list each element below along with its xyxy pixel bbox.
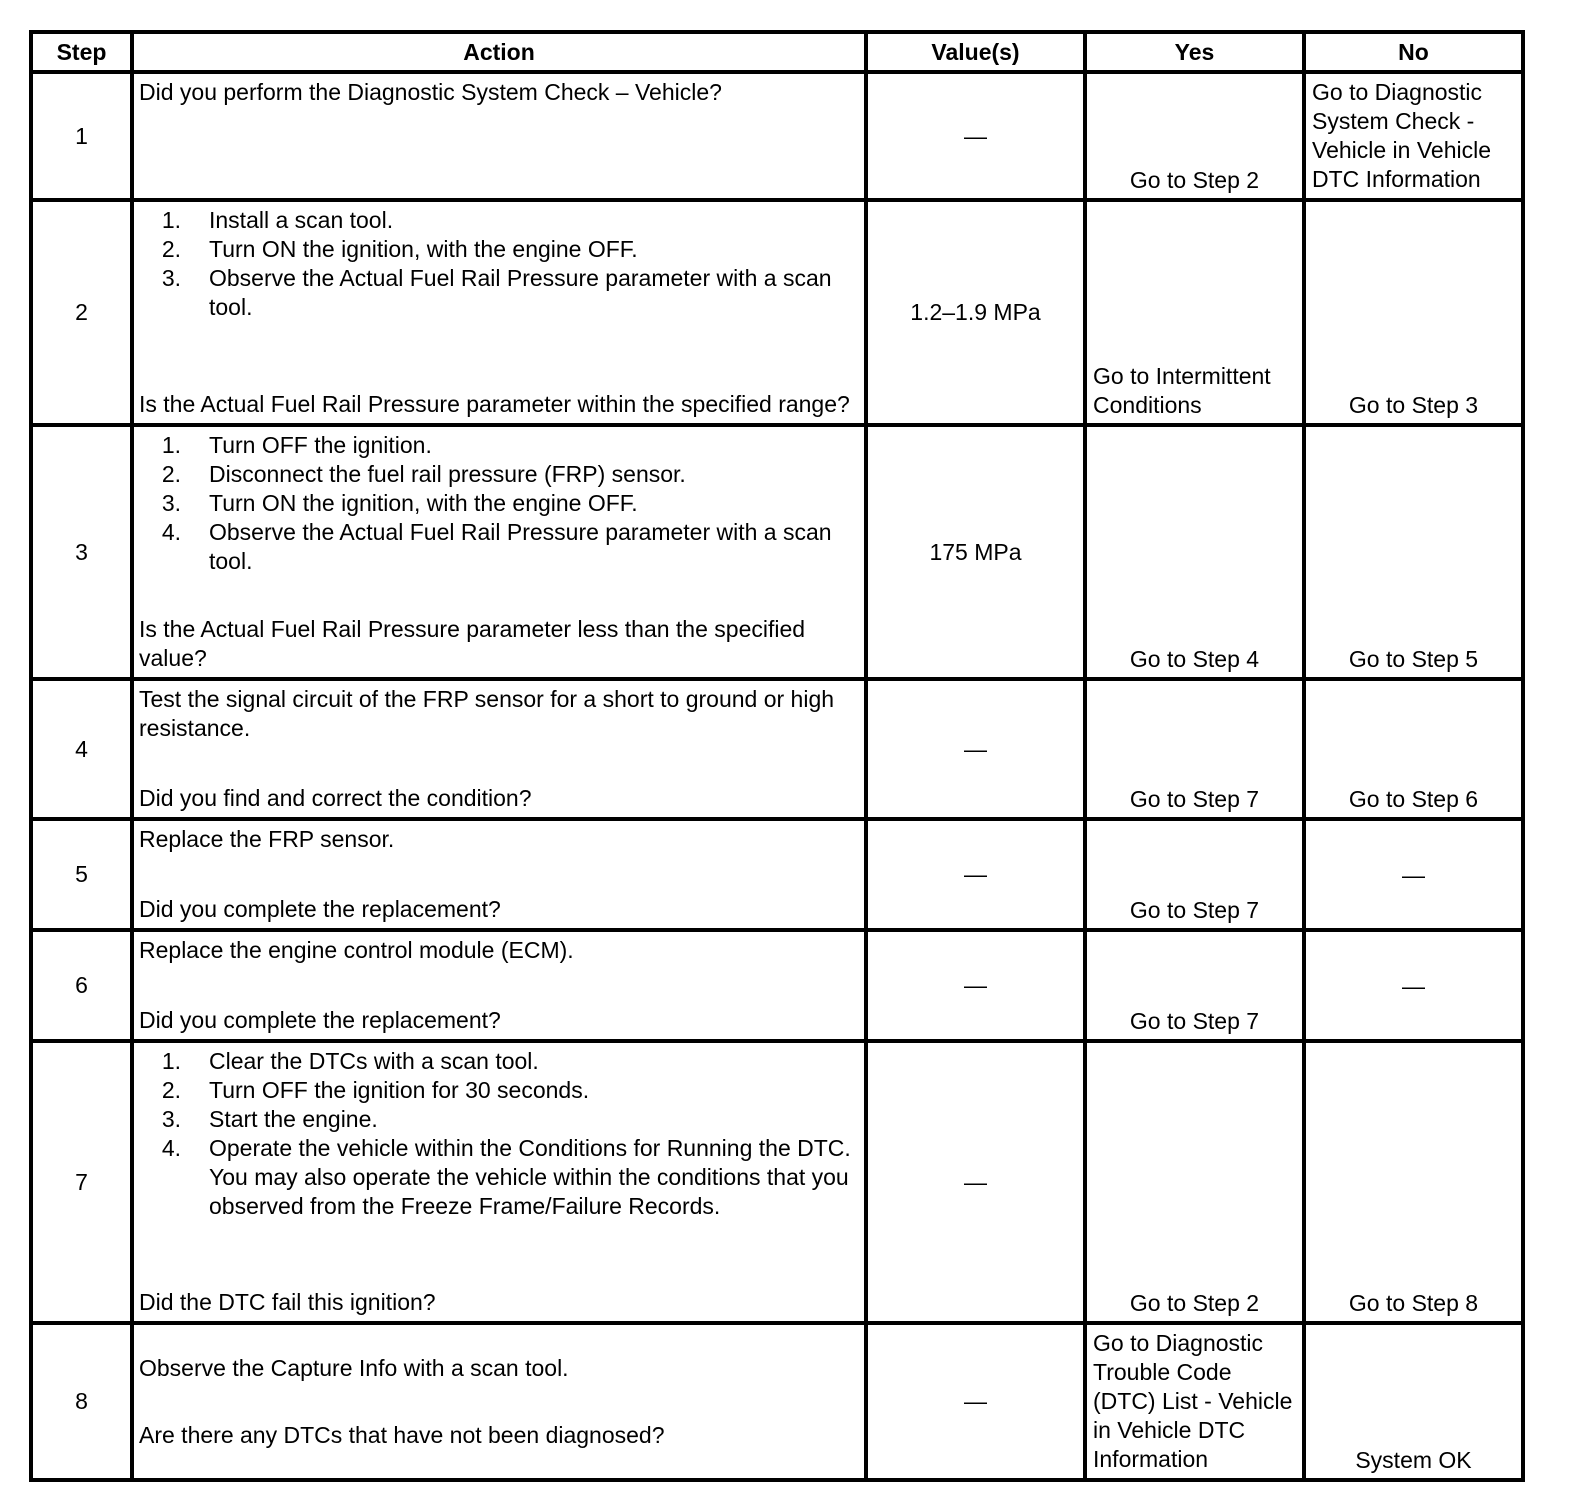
value-cell: — — [866, 819, 1085, 930]
table-row — [31, 679, 1523, 819]
action-text: Replace the engine control module (ECM). — [139, 937, 574, 963]
header-no: No — [1304, 32, 1523, 72]
value-cell: 1.2–1.9 MPa — [866, 200, 1085, 425]
list-item: 1. Install a scan tool. — [161, 207, 394, 233]
action-cell — [132, 1323, 866, 1480]
header-action: Action — [132, 32, 866, 72]
action-question: Did the DTC fail this ignition? — [139, 1289, 436, 1315]
header-step: Step — [31, 32, 132, 72]
yes-text: Go to Step 7 — [1129, 786, 1260, 812]
value-cell: 175 MPa — [866, 425, 1085, 679]
action-steps — [139, 1047, 858, 1221]
action-cell — [132, 679, 866, 819]
header-row — [31, 32, 1523, 72]
list-item: 1. Clear the DTCs with a scan tool. — [161, 1048, 539, 1074]
step-number: 3 — [31, 425, 132, 679]
yes-text: Go to Diagnostic Trouble Code (DTC) List - Vehicle in Vehicle DTC Information — [1093, 1330, 1293, 1472]
value-cell: — — [866, 679, 1085, 819]
action-question: Is the Actual Fuel Rail Pressure parameter within the specified range? — [139, 391, 850, 417]
step-number: 7 — [31, 1041, 132, 1323]
no-cell — [1304, 819, 1523, 930]
action-cell — [132, 425, 866, 679]
no-cell — [1304, 72, 1523, 200]
table-row — [31, 72, 1523, 200]
action-steps — [139, 431, 858, 576]
table-row — [31, 1041, 1523, 1323]
table-row — [31, 200, 1523, 425]
list-item: 2. Turn ON the ignition, with the engine OFF. — [161, 236, 638, 262]
no-cell — [1304, 425, 1523, 679]
yes-text: Go to Intermittent Conditions — [1093, 363, 1271, 418]
yes-cell — [1085, 930, 1304, 1041]
yes-text: Go to Step 7 — [1129, 897, 1260, 923]
list-item: 3. Start the engine. — [161, 1106, 378, 1132]
list-item: 4. Operate the vehicle within the Conditions for Running the DTC. You may also operate the vehicle within the conditions that you observed from the Freeze Frame/Failure Records. — [161, 1135, 851, 1219]
list-item: 2. Disconnect the fuel rail pressure (FRP) sensor. — [161, 461, 686, 487]
list-item: 3. Turn ON the ignition, with the engine OFF. — [161, 490, 638, 516]
yes-cell — [1085, 72, 1304, 200]
step-number: 4 — [31, 679, 132, 819]
action-question: Did you find and correct the condition? — [139, 785, 532, 811]
yes-text: Go to Step 2 — [1129, 167, 1260, 193]
list-item: 4. Observe the Actual Fuel Rail Pressure parameter with a scan tool. — [161, 519, 832, 574]
value-cell: — — [866, 72, 1085, 200]
table-row — [31, 1323, 1523, 1480]
no-text: Go to Diagnostic System Check - Vehicle in Vehicle DTC Information — [1312, 79, 1492, 192]
action-cell — [132, 819, 866, 930]
list-item: 2. Turn OFF the ignition for 30 seconds. — [161, 1077, 590, 1103]
yes-text: Go to Step 2 — [1129, 1290, 1260, 1316]
action-question: Did you complete the replacement? — [139, 1007, 501, 1033]
value-cell: — — [866, 1041, 1085, 1323]
yes-cell — [1085, 819, 1304, 930]
action-cell — [132, 1041, 866, 1323]
table-row — [31, 819, 1523, 930]
action-text: Test the signal circuit of the FRP sensor for a short to ground or high resistance. — [139, 686, 835, 741]
yes-cell — [1085, 679, 1304, 819]
yes-text: Go to Step 7 — [1129, 1008, 1260, 1034]
action-cell — [132, 72, 866, 200]
header-values: Value(s) — [866, 32, 1085, 72]
action-question: Is the Actual Fuel Rail Pressure parameter less than the specified value? — [139, 616, 806, 671]
header-yes: Yes — [1085, 32, 1304, 72]
no-cell — [1304, 679, 1523, 819]
table-row — [31, 425, 1523, 679]
step-number: 5 — [31, 819, 132, 930]
step-number: 1 — [31, 72, 132, 200]
action-text: Observe the Capture Info with a scan tool. — [139, 1354, 569, 1381]
step-number: 8 — [31, 1323, 132, 1480]
yes-cell — [1085, 200, 1304, 425]
action-text: Did you perform the Diagnostic System Check – Vehicle? — [139, 79, 722, 105]
no-text: Go to Step 5 — [1348, 646, 1479, 672]
yes-text: Go to Step 4 — [1129, 646, 1260, 672]
no-cell — [1304, 200, 1523, 425]
action-question: Did you complete the replacement? — [139, 896, 501, 922]
no-cell — [1304, 1041, 1523, 1323]
list-item: 3. Observe the Actual Fuel Rail Pressure parameter with a scan tool. — [161, 265, 832, 320]
action-cell — [132, 930, 866, 1041]
value-cell: — — [866, 930, 1085, 1041]
step-number: 2 — [31, 200, 132, 425]
action-steps — [139, 206, 858, 322]
yes-cell — [1085, 1041, 1304, 1323]
list-item: 1. Turn OFF the ignition. — [161, 432, 432, 458]
yes-cell — [1085, 1323, 1304, 1480]
no-text: Go to Step 8 — [1348, 1290, 1479, 1316]
no-text: — — [1402, 972, 1425, 999]
action-question: Are there any DTCs that have not been diagnosed? — [139, 1421, 665, 1448]
table-row — [31, 930, 1523, 1041]
no-cell — [1304, 930, 1523, 1041]
no-text: — — [1402, 861, 1425, 888]
step-number: 6 — [31, 930, 132, 1041]
action-text: Replace the FRP sensor. — [139, 826, 395, 852]
value-cell: — — [866, 1323, 1085, 1480]
action-cell — [132, 200, 866, 425]
no-text: Go to Step 6 — [1348, 786, 1479, 812]
no-cell — [1304, 1323, 1523, 1480]
no-text: Go to Step 3 — [1348, 392, 1479, 418]
diagnostic-table — [29, 30, 1525, 1482]
yes-cell — [1085, 425, 1304, 679]
no-text: System OK — [1355, 1447, 1472, 1473]
